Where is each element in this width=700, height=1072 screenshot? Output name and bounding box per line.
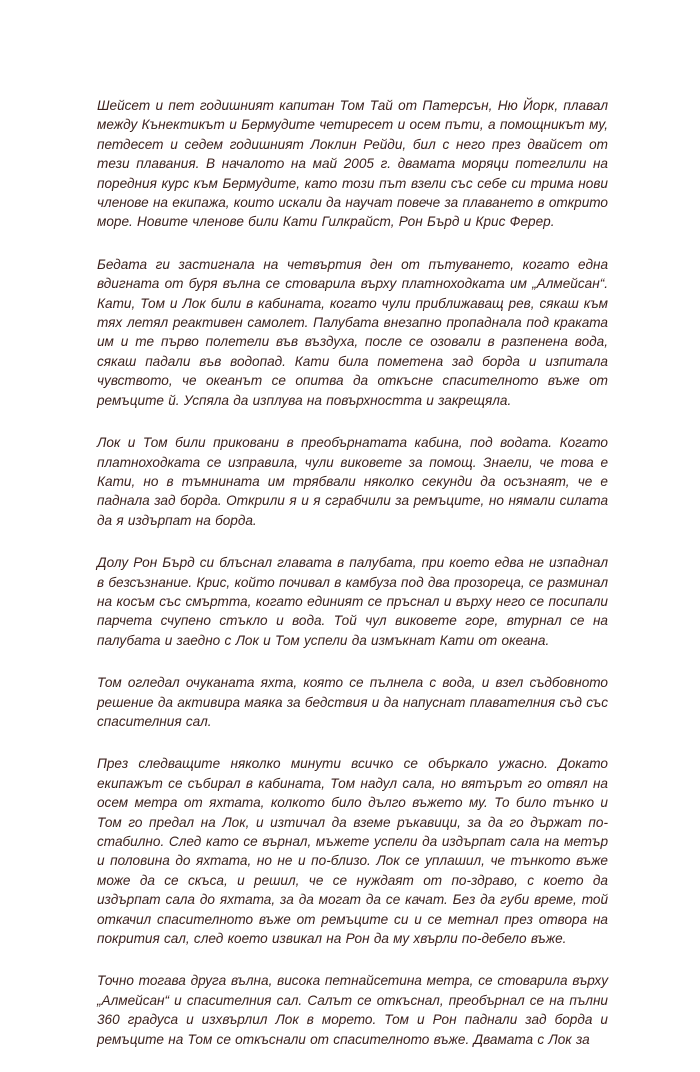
paragraph-6: През следващите няколко минути всичко се объркало ужасно. Докато екипажът се събирал в кабината, Том надул сала, но вятърът го отвял на осем метра от яхтата, колкото било дълго въжето му. То било тънко и Том го предал на Лок, и изтичал да вземе ръкавици, за да го държат по-стабилно. След като се върнал, мъжете успели да издърпат сала на метър и половина до яхтата, но не и по-близо. Лок се уплашил, че тънкото въже може да се скъса, и решил, че се нуждаят от по-здраво, с което да издърпат сала до яхтата, за да могат да се качат. Без да губи време, той откачил спасителното въже от ремъците си и се метнал през отвора на покрития сал, след което извикал на Рон да му хвърли по-дебело въже. bbox=[97, 756, 608, 947]
paragraph-2: Бедата ги застигнала на четвъртия ден от пътуването, когато една вдигната от буря вълна се стоварила върху платноходката им „Алмейсан“. Кати, Том и Лок били в кабината, когато чули приближаващ рев, сякаш към тях летял реактивен самолет. Палубата внезапно пропаднала под краката им и те първо полетели във въздуха, после се озовали в разпенена вода, сякаш падали във водопад. Кати била пометена зад борда и изпитала чувството, че океанът се опитва да откъсне спасителното въже от ремъците й. Успяла да изплува на повърхността и закрещяла. bbox=[97, 256, 608, 408]
paragraph-1: Шейсет и пет годишният капитан Том Тай от Патерсън, Ню Йорк, плавал между Кънектикът и Бермудите четиресет и осем пъти, а помощникът му, петдесет и седем годишният Локлин Рейди, бил с него през двайсет от тези плавания. В началото на май 2005 г. двамата моряци потеглили на поредния курс към Бермудите, като този път взели със себе си трима нови членове на екипажа, които искали да научат повече за плаването в открито море. Новите членове били Кати Гилкрайст, Рон Бърд и Крис Ферер. bbox=[97, 98, 608, 230]
paragraph-7: Точно тогава друга вълна, висока петнайсетина метра, се стоварила върху „Алмейсан“ и спасителния сал. Салът се откъснал, преобърнал се на пълни 360 градуса и изхвърлил Лок в морето. Том и Рон паднали зад борда и ремъците на Том се откъснали от спасителното въже. Двамата с Лок за bbox=[97, 973, 608, 1047]
paragraph-3: Лок и Том били приковани в преобърнатата кабина, под водата. Когато платноходката се изправила, чули виковете за помощ. Знаели, че това е Кати, но в тъмнината им трябвали няколко секунди да осъзнаят, че е паднала зад борда. Открили я и я сграбчили за ремъците, но нямали силата да я издърпат на борда. bbox=[97, 435, 608, 528]
paragraph-4: Долу Рон Бърд си блъснал главата в палубата, при което едва не изпаднал в безсъзнание. Крис, който почивал в камбуза под два прозореца, се разминал на косъм със смъртта, когато единият се пръснал и върху него се посипали парчета счупено стъкло и вода. Той чул виковете горе, втурнал се на палубата и заедно с Лок и Том успели да измъкнат Кати от океана. bbox=[97, 555, 608, 648]
paragraph-5: Том огледал очуканата яхта, която се пълнела с вода, и взел съдбовното решение да активира маяка за бедствия и да напуснат плавателния съд със спасителния сал. bbox=[97, 675, 608, 729]
text-column bbox=[97, 96, 608, 1072]
